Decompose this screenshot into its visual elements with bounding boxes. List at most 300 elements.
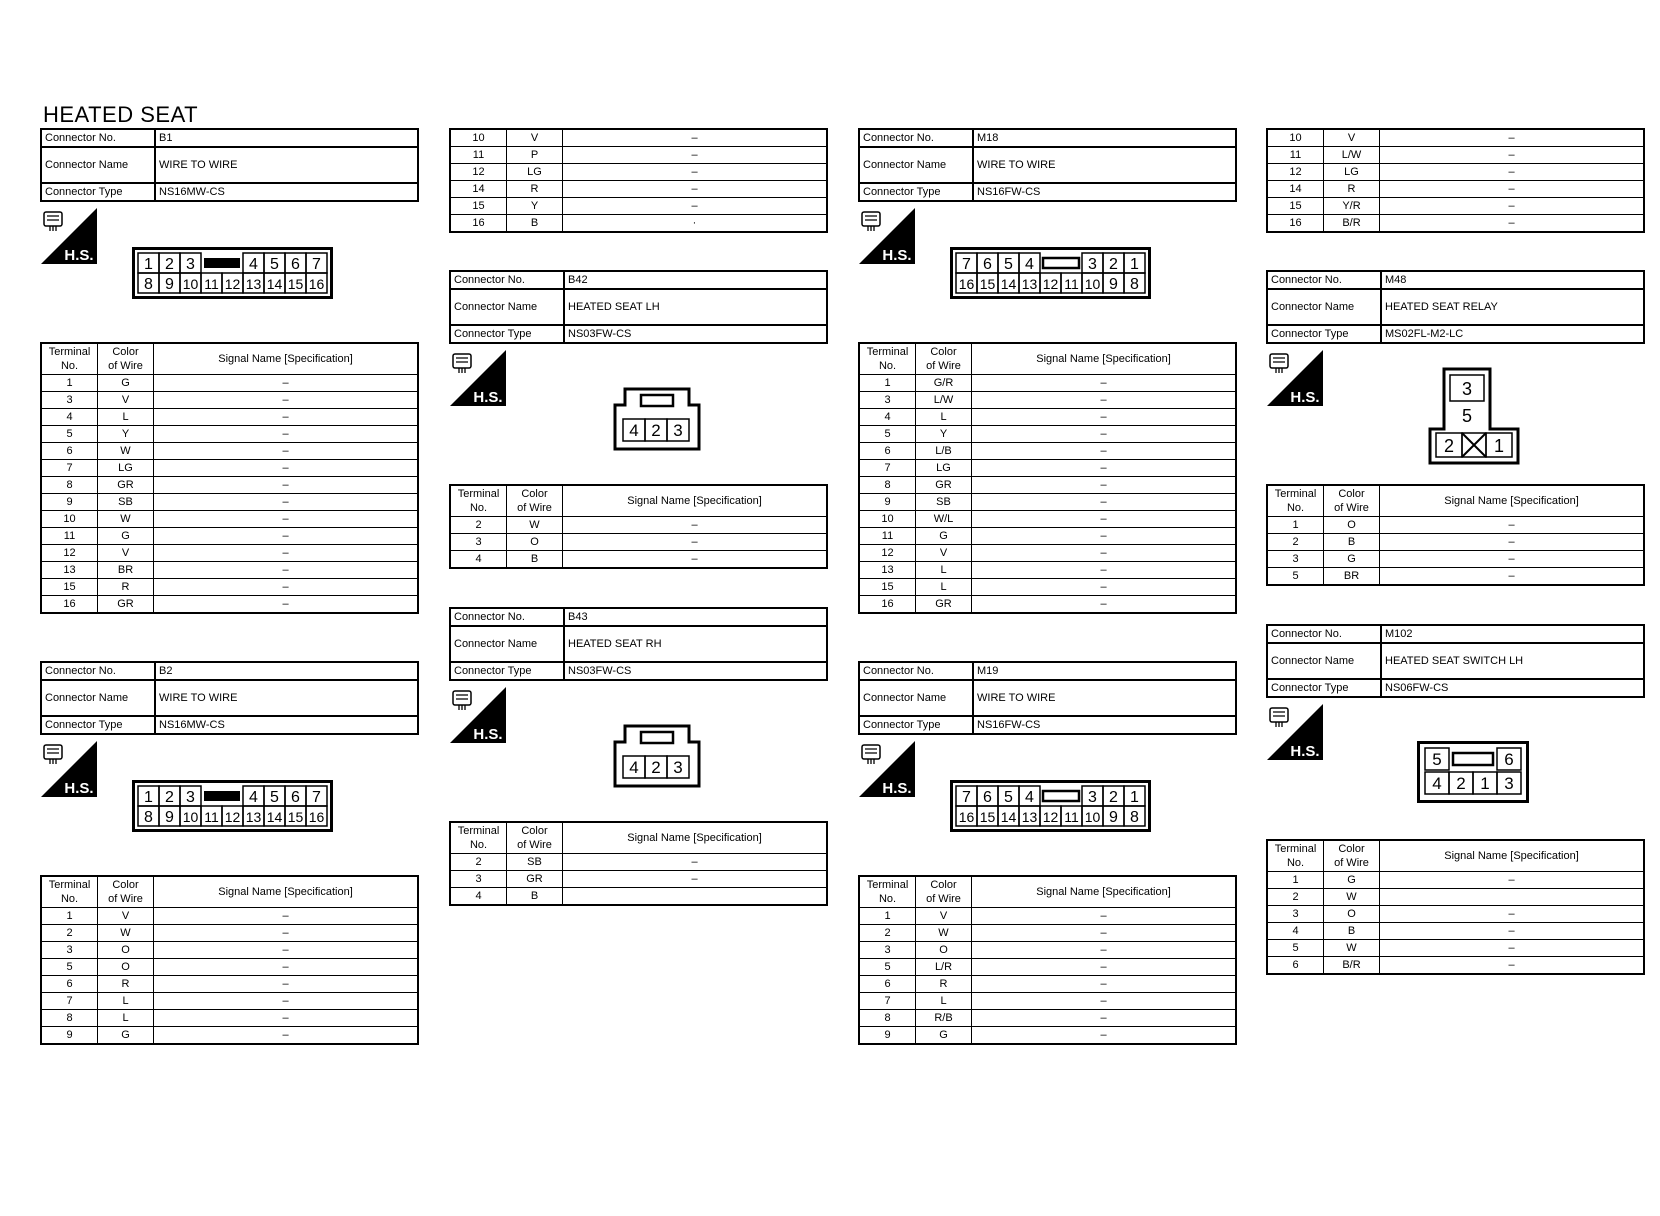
label-connector-name: Connector Name	[1267, 643, 1381, 679]
pin-label: 1	[144, 789, 153, 806]
pin-table-header	[859, 876, 1236, 908]
signal-name: –	[154, 993, 419, 1010]
table-row	[41, 443, 418, 460]
wire-color: P	[507, 147, 563, 164]
signal-name: –	[972, 959, 1237, 976]
col-color-line2: of Wire	[517, 502, 552, 514]
table-row	[41, 908, 418, 925]
terminal-no: 16	[1267, 215, 1324, 233]
pin-label: 1	[1493, 436, 1505, 456]
signal-name: –	[972, 409, 1237, 426]
signal-name: –	[563, 534, 828, 551]
col-color-header	[1324, 840, 1380, 872]
wire-color: L	[98, 409, 154, 426]
wire-color: L	[916, 409, 972, 426]
terminal-no: 3	[1267, 906, 1324, 923]
signal-name: –	[1380, 957, 1645, 975]
connector-name-value: HEATED SEAT RH	[564, 626, 827, 662]
wire-color: SB	[916, 494, 972, 511]
wire-color: L/R	[916, 959, 972, 976]
connector-key	[1043, 791, 1079, 801]
col-signal-header: Signal Name [Specification]	[563, 822, 828, 854]
table-row	[859, 1010, 1236, 1027]
wire-color: GR	[98, 477, 154, 494]
signal-name: –	[972, 562, 1237, 579]
col-terminal-line1: Terminal	[48, 879, 91, 891]
pin-label: 5	[270, 256, 279, 273]
terminal-no: 7	[859, 993, 916, 1010]
pin-table-m18-continued	[1266, 128, 1645, 233]
wire-color: G	[98, 1027, 154, 1045]
col-color-header	[916, 343, 972, 375]
pin-table-b1	[40, 342, 419, 614]
pin-table-header	[450, 822, 827, 854]
table-row	[41, 579, 418, 596]
wire-color: V	[98, 908, 154, 925]
terminal-no: 3	[450, 871, 507, 888]
label-connector-type: Connector Type	[859, 183, 973, 201]
wire-color: L	[916, 562, 972, 579]
col-terminal-line1: Terminal	[866, 879, 909, 891]
pin-label: 16	[958, 809, 975, 825]
connector-header-b43	[449, 607, 828, 681]
label-connector-no: Connector No.	[859, 129, 973, 147]
pin-label: 11	[1064, 809, 1079, 825]
wire-color: V	[507, 129, 563, 147]
signal-name: –	[1380, 534, 1645, 551]
signal-name: –	[154, 1027, 419, 1045]
pin-label: 6	[983, 256, 992, 273]
label-connector-no: Connector No.	[859, 662, 973, 680]
wire-color: O	[1324, 517, 1380, 534]
pin-label: 7	[312, 789, 321, 806]
pin-table-b42	[449, 484, 828, 569]
table-row	[1267, 517, 1644, 534]
col-terminal-line2: No.	[469, 502, 488, 514]
pin-label: 3	[1088, 256, 1097, 273]
terminal-no: 11	[41, 528, 98, 545]
pin-label: 5	[1461, 406, 1473, 426]
connector-no-value: B42	[564, 271, 827, 289]
wire-color: L	[916, 993, 972, 1010]
table-row	[41, 925, 418, 942]
connector-face-m102	[1417, 741, 1529, 808]
terminal-no: 3	[859, 942, 916, 959]
pin-label: 7	[312, 256, 321, 273]
table-row	[1267, 957, 1644, 975]
wire-color: BR	[98, 562, 154, 579]
table-row	[450, 888, 827, 906]
wire-color: B	[507, 551, 563, 569]
pin-label: 3	[673, 758, 683, 777]
terminal-no: 12	[41, 545, 98, 562]
terminal-no: 1	[1267, 872, 1324, 889]
terminal-no: 10	[859, 511, 916, 528]
wire-color: L	[98, 993, 154, 1010]
signal-name: –	[1380, 923, 1645, 940]
pin-label: 10	[1084, 809, 1101, 825]
table-row	[450, 551, 827, 569]
terminal-no: 5	[1267, 568, 1324, 586]
wire-color: G/R	[916, 375, 972, 392]
table-row	[859, 908, 1236, 925]
table-row	[41, 959, 418, 976]
terminal-no: 2	[859, 925, 916, 942]
terminal-no: 8	[859, 1010, 916, 1027]
signal-name: –	[972, 392, 1237, 409]
terminal-no: 2	[1267, 534, 1324, 551]
terminal-no: 7	[41, 993, 98, 1010]
signal-name: –	[1380, 940, 1645, 957]
table-row	[1267, 534, 1644, 551]
wire-color: R	[98, 976, 154, 993]
signal-name: –	[154, 908, 419, 925]
signal-name: –	[154, 545, 419, 562]
terminal-no: 2	[41, 925, 98, 942]
pin-table-b1-continued	[449, 128, 828, 233]
col-signal-header: Signal Name [Specification]	[154, 343, 419, 375]
pin-label: 5	[1004, 789, 1013, 806]
connector-no-value: B1	[155, 129, 418, 147]
table-row	[859, 1027, 1236, 1045]
connector-no-value: B2	[155, 662, 418, 680]
table-row	[1267, 568, 1644, 586]
signal-name: –	[972, 460, 1237, 477]
wire-color: L/W	[1324, 147, 1380, 164]
table-row	[41, 426, 418, 443]
pin-label: 5	[1432, 750, 1442, 769]
terminal-no: 11	[450, 147, 507, 164]
pin-label: 3	[186, 256, 195, 273]
table-row	[1267, 198, 1644, 215]
connector-type-value: NS03FW-CS	[564, 325, 827, 343]
table-row	[450, 534, 827, 551]
pin-label: 3	[1088, 789, 1097, 806]
col-color-header	[507, 822, 563, 854]
pin-label: 4	[1432, 774, 1442, 793]
col-color-line1: Color	[930, 879, 957, 891]
connector-no-value: M102	[1381, 625, 1644, 643]
wire-color: W	[98, 925, 154, 942]
pin-label: 12	[1042, 809, 1059, 825]
connector-type-value: NS16MW-CS	[155, 183, 418, 201]
signal-name: –	[972, 511, 1237, 528]
wire-color: L	[916, 579, 972, 596]
table-row	[450, 129, 827, 147]
col-color-line2: of Wire	[108, 893, 143, 905]
col-terminal-line2: No.	[60, 893, 79, 905]
col-color-line1: Color	[521, 488, 548, 500]
pin-label: 14	[266, 276, 283, 292]
col-signal-header: Signal Name [Specification]	[563, 485, 828, 517]
col-terminal-line2: No.	[469, 839, 488, 851]
col-color-header	[507, 485, 563, 517]
signal-name: –	[563, 181, 828, 198]
pin-label: 8	[1130, 809, 1139, 826]
label-connector-type: Connector Type	[41, 183, 155, 201]
signal-name: –	[972, 942, 1237, 959]
pin-label: 2	[1443, 436, 1455, 456]
terminal-no: 13	[859, 562, 916, 579]
table-row	[1267, 551, 1644, 568]
terminal-no: 4	[41, 409, 98, 426]
signal-name: –	[154, 426, 419, 443]
signal-name: –	[972, 596, 1237, 614]
connector-header-b1	[40, 128, 419, 202]
col-color-header	[916, 876, 972, 908]
col-signal-header: Signal Name [Specification]	[1380, 485, 1645, 517]
pin-table-header	[859, 343, 1236, 375]
terminal-no: 3	[450, 534, 507, 551]
col-color-line2: of Wire	[1334, 857, 1369, 869]
connector-face-b1	[132, 247, 333, 304]
col-color-line1: Color	[1338, 843, 1365, 855]
label-connector-name: Connector Name	[1267, 289, 1381, 325]
pin-label: 6	[291, 789, 300, 806]
wire-color: V	[1324, 129, 1380, 147]
wire-color: O	[1324, 906, 1380, 923]
col-color-line1: Color	[521, 825, 548, 837]
pin-label: 14	[1000, 809, 1017, 825]
signal-name: –	[972, 993, 1237, 1010]
hs-harness-icon	[1267, 704, 1323, 765]
col-terminal-line1: Terminal	[48, 346, 91, 358]
signal-name: –	[972, 477, 1237, 494]
wire-color: SB	[98, 494, 154, 511]
col-color-line1: Color	[112, 879, 139, 891]
wire-color: Y	[507, 198, 563, 215]
wire-color: G	[1324, 872, 1380, 889]
connector-header-m102	[1266, 624, 1645, 698]
col-terminal-line2: No.	[60, 360, 79, 372]
connector-face-b42	[613, 387, 701, 456]
label-connector-type: Connector Type	[859, 716, 973, 734]
connector-name-value: HEATED SEAT RELAY	[1381, 289, 1644, 325]
signal-name: –	[154, 528, 419, 545]
table-row	[450, 215, 827, 233]
wire-color: L	[98, 1010, 154, 1027]
wire-color: L/B	[916, 443, 972, 460]
col-terminal-line2: No.	[1286, 502, 1305, 514]
hs-badge-text: H.S.	[64, 247, 94, 264]
signal-name	[1380, 889, 1645, 906]
signal-name: –	[563, 517, 828, 534]
pin-label: 7	[962, 256, 971, 273]
col-terminal-line2: No.	[1286, 857, 1305, 869]
pin-label: 10	[1084, 276, 1101, 292]
pin-label: 15	[979, 809, 996, 825]
wire-color: LG	[916, 460, 972, 477]
terminal-no: 3	[41, 392, 98, 409]
terminal-no: 9	[41, 1027, 98, 1045]
pin-label: 9	[165, 809, 174, 826]
table-row	[41, 375, 418, 392]
terminal-no: 12	[1267, 164, 1324, 181]
signal-name: –	[154, 443, 419, 460]
pin-label: 16	[308, 276, 325, 292]
pin-label: 3	[673, 421, 683, 440]
label-connector-no: Connector No.	[41, 129, 155, 147]
col-color-line2: of Wire	[517, 839, 552, 851]
signal-name: –	[1380, 147, 1645, 164]
table-row	[1267, 940, 1644, 957]
terminal-no: 15	[1267, 198, 1324, 215]
terminal-no: 5	[1267, 940, 1324, 957]
page-title: HEATED SEAT	[43, 102, 199, 127]
connector-key	[204, 258, 240, 268]
table-row	[1267, 181, 1644, 198]
table-row	[1267, 906, 1644, 923]
signal-name: –	[972, 976, 1237, 993]
label-connector-type: Connector Type	[450, 325, 564, 343]
table-row	[41, 993, 418, 1010]
pin-table-header	[450, 485, 827, 517]
connector-key	[641, 395, 673, 406]
table-row	[859, 477, 1236, 494]
terminal-no: 11	[859, 528, 916, 545]
pin-label: 9	[165, 276, 174, 293]
connector-no-value: B43	[564, 608, 827, 626]
col-terminal-line2: No.	[878, 360, 897, 372]
connector-key	[641, 732, 673, 743]
pin-label: 16	[308, 809, 325, 825]
pin-label: 13	[245, 276, 262, 292]
label-connector-no: Connector No.	[1267, 625, 1381, 643]
label-connector-name: Connector Name	[41, 680, 155, 716]
wire-color: G	[916, 1027, 972, 1045]
connector-type-value: NS03FW-CS	[564, 662, 827, 680]
table-row	[859, 545, 1236, 562]
table-row	[1267, 889, 1644, 906]
col-color-header	[98, 343, 154, 375]
terminal-no: 6	[41, 443, 98, 460]
connector-type-value: NS16MW-CS	[155, 716, 418, 734]
pin-label: 5	[270, 789, 279, 806]
col-color-line2: of Wire	[108, 360, 143, 372]
signal-name: –	[972, 494, 1237, 511]
pin-table-header	[41, 343, 418, 375]
wire-color: V	[916, 908, 972, 925]
terminal-no: 6	[859, 976, 916, 993]
connector-key	[204, 791, 240, 801]
pin-label: 9	[1109, 809, 1118, 826]
label-connector-name: Connector Name	[41, 147, 155, 183]
wire-color: V	[98, 545, 154, 562]
signal-name: –	[563, 147, 828, 164]
wire-color: O	[98, 959, 154, 976]
table-row	[859, 443, 1236, 460]
terminal-no: 1	[41, 908, 98, 925]
pin-label: 6	[291, 256, 300, 273]
connector-no-value: M18	[973, 129, 1236, 147]
table-row	[859, 993, 1236, 1010]
terminal-no: 4	[1267, 923, 1324, 940]
signal-name: –	[1380, 164, 1645, 181]
pin-table-m18	[858, 342, 1237, 614]
terminal-no: 1	[859, 375, 916, 392]
col-terminal-header	[1267, 840, 1324, 872]
col-terminal-header	[859, 876, 916, 908]
wire-color: W/L	[916, 511, 972, 528]
signal-name: –	[154, 596, 419, 614]
wire-color: GR	[916, 477, 972, 494]
pin-label: 15	[287, 276, 304, 292]
wire-color: W	[507, 517, 563, 534]
table-row	[1267, 215, 1644, 233]
connector-header-b2	[40, 661, 419, 735]
terminal-no: 8	[859, 477, 916, 494]
wire-color: L/W	[916, 392, 972, 409]
signal-name: –	[1380, 517, 1645, 534]
signal-name: –	[972, 908, 1237, 925]
table-row	[859, 511, 1236, 528]
wire-color: LG	[98, 460, 154, 477]
col-terminal-line1: Terminal	[866, 346, 909, 358]
table-row	[859, 409, 1236, 426]
wire-color: B	[507, 215, 563, 233]
wire-color: G	[916, 528, 972, 545]
connector-type-value: NS16FW-CS	[973, 183, 1236, 201]
signal-name: –	[972, 1010, 1237, 1027]
hs-badge-text: H.S.	[64, 780, 94, 797]
signal-name: –	[154, 1010, 419, 1027]
table-row	[1267, 129, 1644, 147]
signal-name: –	[1380, 181, 1645, 198]
terminal-no: 5	[859, 959, 916, 976]
pin-label: 15	[979, 276, 996, 292]
col-terminal-header	[1267, 485, 1324, 517]
terminal-no: 10	[1267, 129, 1324, 147]
label-connector-no: Connector No.	[1267, 271, 1381, 289]
table-row	[41, 942, 418, 959]
table-row	[450, 198, 827, 215]
hs-badge-text: H.S.	[1290, 389, 1320, 406]
table-row	[859, 976, 1236, 993]
terminal-no: 11	[1267, 147, 1324, 164]
label-connector-name: Connector Name	[450, 626, 564, 662]
table-row	[41, 460, 418, 477]
table-row	[450, 517, 827, 534]
col-color-line1: Color	[930, 346, 957, 358]
label-connector-name: Connector Name	[859, 147, 973, 183]
signal-name: –	[972, 579, 1237, 596]
table-row	[41, 528, 418, 545]
connector-name-value: WIRE TO WIRE	[155, 680, 418, 716]
col-terminal-line1: Terminal	[457, 825, 500, 837]
signal-name: –	[154, 562, 419, 579]
col-signal-header: Signal Name [Specification]	[972, 876, 1237, 908]
pin-label: 4	[249, 789, 258, 806]
connector-name-value: HEATED SEAT SWITCH LH	[1381, 643, 1644, 679]
terminal-no: 4	[450, 551, 507, 569]
signal-name: –	[1380, 198, 1645, 215]
col-color-header	[1324, 485, 1380, 517]
terminal-no: 10	[41, 511, 98, 528]
col-signal-header: Signal Name [Specification]	[154, 876, 419, 908]
pin-label: 11	[204, 809, 219, 825]
terminal-no: 3	[1267, 551, 1324, 568]
terminal-no: 16	[859, 596, 916, 614]
wire-color: G	[1324, 551, 1380, 568]
terminal-no: 5	[859, 426, 916, 443]
terminal-no: 14	[450, 181, 507, 198]
hs-harness-icon	[41, 741, 97, 802]
col-terminal-line1: Terminal	[1274, 843, 1317, 855]
pin-label: 15	[287, 809, 304, 825]
signal-name: –	[1380, 906, 1645, 923]
table-row	[450, 871, 827, 888]
pin-label: 8	[144, 809, 153, 826]
